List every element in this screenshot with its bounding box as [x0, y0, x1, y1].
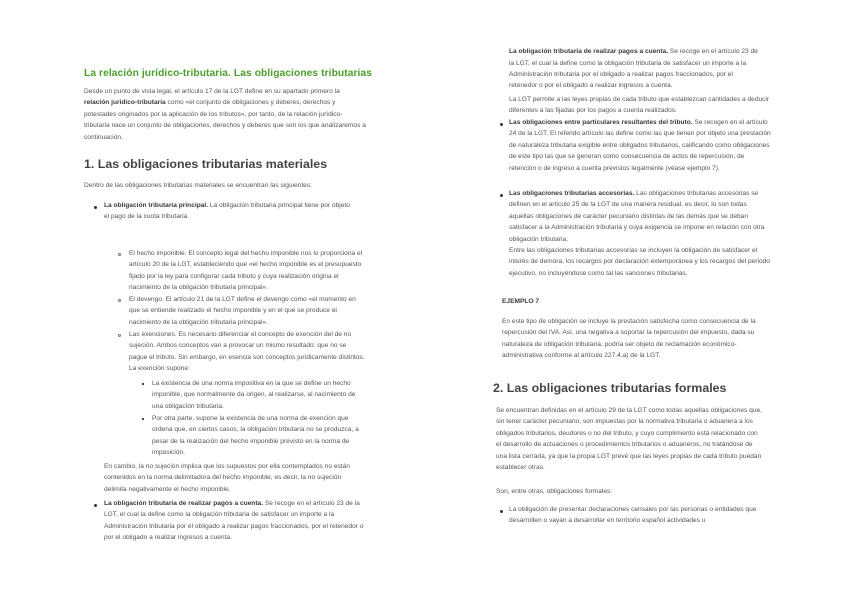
example-label: EJEMPLO 7	[502, 298, 540, 305]
intro-bold-term: relación jurídico-tributaria	[84, 99, 166, 107]
example-text: En este tipo de obligación se incluye la prestación satisfecha como consecuencia de la repercusión del IVA. Así, una negativa a soportar la repercusión del impuesto, dada su naturaleza de obligación tributaria, podría ser objeto de reclamación económico-administrativa conforme al artículo 227.4.a) de la LGT.	[502, 318, 756, 360]
intro-paragraph: Desde un punto de vista legal, el artículo 17 de la LGT define en su apartado primero la relación jurídico-tributaria como «el conjunto de obligaciones y deberes, derechos y potestades originados por la aplicación de los tributos», por tanto, de la relación jurídico-tributaria nace un conjunto de obligaciones, derechos y deberes que son los que analizaremos a continuación.	[84, 88, 366, 141]
section2-lead: Son, entre otras, obligaciones formales:	[496, 488, 613, 495]
section2-paragraph: Se encuentran definidas en el artículo 29 de la LGT como todas aquellas obligaciones que, sin tener carácter pecuniario, son impuestas por la normativa tributaria o aduanera a los obligados tributarios, deudores o no del tributo, y cuyo cumplimiento está relacionado con el desarrollo de actuaciones o procedimientos tributarios o aduaneros, no tratándose de una lista cerrada, ya que la propia LGT prevé que las leyes propias de cada tributo puedan establecer otras.	[496, 407, 763, 472]
no-sujecion-paragraph: En cambio, la no sujeción implica que los supuestos por ella contemplados no están contenidos en la norma delimitadora del hecho imponible, es decir, la no sujeción delimita negativamente el hecho imponible.	[104, 463, 350, 493]
bullet-icon	[500, 510, 503, 513]
sub-item-exenciones: Las exenciones. Es necesario diferenciar el concepto de exención del de no sujeción. Ambos conceptos van a provocar un mismo resultado: que no se pague el tributo. Sin embargo, en esencia son conceptos jurídicamente distintos. La exención supone:	[129, 331, 365, 373]
circle-bullet-icon	[118, 253, 121, 256]
pagos-cuenta-bold-cont: La obligación tributaria de realizar pagos a cuenta.	[509, 48, 669, 56]
accesorias-extra: Entre las obligaciones tributarias accesorias se incluyen la obligación de satisfacer el interés de demora, los recargos por declaración extemporánea y los recargos del periodo ejecutivo, no incluyéndose como tal las sanciones tributarias.	[509, 247, 770, 277]
pagos-cuenta-extra: La LGT permite a las leyes propias de cada tributo que establezcan cantidades a deducir diferentes a las fijadas por los pagos a cuenta realizados.	[509, 96, 770, 115]
list-item-pagos-cuenta-continued	[509, 48, 761, 92]
square-bullet-icon	[142, 418, 144, 420]
list-item-principal: La obligación tributaria principal. La obligación tributaria principal tiene por objeto el pago de la cuota tributaria.	[104, 202, 350, 221]
section2-heading: 2. Las obligaciones tributarias formales	[493, 381, 727, 395]
circle-bullet-icon	[118, 299, 121, 302]
bullet-icon	[94, 504, 97, 507]
sub-item-devengo: El devengo. El artículo 21 de la LGT define el devengo como «el momento en que se entiende realizado el hecho imponible y en el que se produce el nacimiento de la obligación tributaria principal».	[129, 296, 356, 326]
bullet-icon	[94, 206, 97, 209]
section1-lead: Dentro de las obligaciones tributarias materiales se encuentran las siguientes:	[84, 182, 312, 189]
page-title: La relación jurídico-tributaria. Las obligaciones tributarias	[84, 68, 373, 79]
list-item-pagos-cuenta: La obligación tributaria de realizar pagos a cuenta. Se recoge en el artículo 23 de la LGT, el cual la define como la obligación tributaria de satisfacer un importe a la Administración tributaria por el obligado a realizar pagos fraccionados, por el retenedor o por el obligado a realizar ingresos a cuenta.	[104, 500, 364, 542]
circle-bullet-icon	[118, 334, 121, 337]
sub-sub-item-norma-impositiva: La existencia de una norma impositiva en la que se define un hecho imponible, que normalmente da origen, al realizarse, al nacimiento de una obligación tributaria.	[152, 380, 356, 410]
pagos-cuenta-text-cont: Se recoge en el artículo 23 de la LGT, el cual la define como la obligación tributaria de satisfacer un importe a la Administración tributaria por el obligado a realizar pagos fraccionados, por el retenedor o por el obligado a realizar ingresos a cuenta.	[509, 48, 758, 90]
list-item-censales: La obligación de presentar declaraciones censales por las personas o entidades que desarrollen o vayan a desarrollar en territorio español actividades u	[509, 506, 757, 525]
bullet-icon	[500, 194, 503, 197]
sub-item-hecho-imponible: El hecho imponible. El concepto legal del hecho imponible nos lo proporciona el artículo 20 de la LGT, estableciendo que «el hecho imponible es el presupuesto fijado por la ley para configurar cada tributo y cuya realización origina el nacimiento de la obligación tributaria principal».	[129, 250, 363, 292]
square-bullet-icon	[142, 383, 144, 385]
list-item-particulares: Las obligaciones entre particulares resultantes del tributo. Se recogen en el artículo 24 de la LGT. El referido artículo las define como las que tienen por objeto una prestación de naturaleza tributaria exigible entre obligados tributarios, calificando como obligaciones de este tipo las que se generan como consecuencia de actos de repercusión, de retención o de ingreso a cuenta previstos legalmente (véase ejemplo 7).	[509, 119, 771, 172]
sub-sub-item-norma-exencion: Por otra parte, supone la existencia de una norma de exención que ordena que, en ciertos casos, la obligación tributaria no se produzca, a pesar de la realización del hecho imponible previsto en la norma de imposición.	[152, 415, 359, 457]
section1-heading: 1. Las obligaciones tributarias materiales	[84, 157, 328, 171]
list-item-accesorias: Las obligaciones tributarias accesorias. Las obligaciones tributarias accesorias se definen en el artículo 25 de la LGT de una manera residual, es decir, lo son todas aquellas obligaciones de carácter pecuniario distintas de las demás que se deban satisfacer a la Administración tributaria y cuya exigencia se impone en relación con otra obligación tributaria.	[509, 190, 765, 243]
bullet-icon	[500, 123, 503, 126]
